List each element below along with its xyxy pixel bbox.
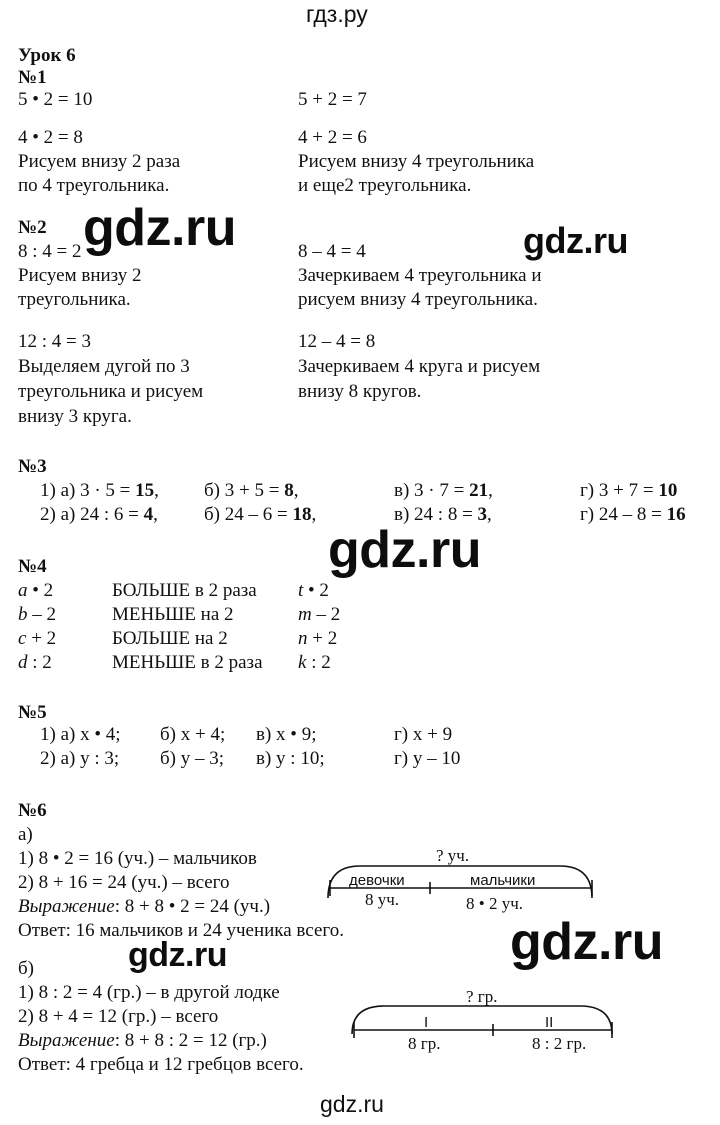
exercise-5-title: №5 — [18, 702, 47, 723]
ex5-item: г) х + 9 — [394, 724, 453, 745]
ex2-left-line: 8 : 4 = 2 — [18, 241, 82, 262]
ex3-row-2d: г) 24 – 8 = 16 — [580, 504, 686, 525]
ex4-desc: БОЛЬШЕ на 2 — [112, 628, 228, 649]
site-header: гдз.ру — [306, 1, 368, 27]
ex6-a-expression: Выражение: 8 + 8 • 2 = 24 (уч.) — [18, 896, 271, 917]
ex1-left-line: 4 • 2 = 8 — [18, 127, 83, 148]
ex6-a-answer: Ответ: 16 мальчиков и 24 ученика всего. — [18, 920, 344, 941]
diagram-a-seg1: девочки — [349, 872, 405, 889]
ex6-part-a-label: а) — [18, 824, 33, 845]
ex2-right-line: Зачеркиваем 4 круга и рисуем — [298, 356, 541, 377]
ex2-left-line: 12 : 4 = 3 — [18, 331, 91, 352]
lesson-title: Урок 6 — [18, 45, 76, 66]
ex6-b-line: 2) 8 + 4 = 12 (гр.) – всего — [18, 1006, 219, 1027]
ex2-left-line: треугольника. — [18, 289, 131, 310]
ex4-expr: d : 2 — [18, 652, 52, 673]
watermark: gdz.ru — [523, 220, 628, 261]
exercise-2-title: №2 — [18, 217, 47, 238]
ex4-expr: b – 2 — [18, 604, 56, 625]
ex2-right-line: Зачеркиваем 4 треугольника и — [298, 265, 542, 286]
ex3-row-2a: 2) а) 24 : 6 = 4, — [40, 504, 158, 525]
watermark: gdz.ru — [510, 913, 663, 971]
diagram-b-total: ? гр. — [466, 987, 498, 1006]
ex1-right-line: 4 + 2 = 6 — [298, 127, 367, 148]
ex3-row-2b: б) 24 – 6 = 18, — [204, 504, 317, 525]
diagram-b-bottom1: 8 гр. — [408, 1034, 441, 1053]
diagram-b-bottom2: 8 : 2 гр. — [532, 1034, 587, 1053]
diagram-b-seg1: I — [424, 1014, 429, 1031]
ex1-right-line: Рисуем внизу 4 треугольника — [298, 151, 535, 172]
watermark: gdz.ru — [83, 199, 236, 257]
diagram-b-seg2: II — [545, 1014, 554, 1031]
site-footer: gdz.ru — [320, 1091, 384, 1117]
ex4-desc: МЕНЬШЕ на 2 — [112, 604, 234, 625]
ex6-b-expression: Выражение: 8 + 8 : 2 = 12 (гр.) — [18, 1030, 267, 1051]
exercise-3-title: №3 — [18, 456, 47, 477]
ex1-right-line: 5 + 2 = 7 — [298, 89, 367, 110]
ex4-answer: n + 2 — [298, 628, 338, 649]
ex3-row-1a: 1) а) 3 · 5 = 15, — [40, 480, 159, 501]
ex5-item: 2) а) у : 3; — [40, 748, 120, 769]
ex4-answer: m – 2 — [298, 604, 341, 625]
ex4-desc: БОЛЬШЕ в 2 раза — [112, 580, 257, 601]
ex5-item: в) у : 10; — [256, 748, 325, 769]
ex1-left-line: Рисуем внизу 2 раза — [18, 151, 181, 172]
ex5-item: 1) а) х • 4; — [40, 724, 121, 745]
exercise-1-title: №1 — [18, 67, 47, 88]
ex3-row-1c: в) 3 · 7 = 21, — [394, 480, 493, 501]
ex2-right-line: внизу 8 кругов. — [298, 381, 422, 402]
ex4-expr: a • 2 — [18, 580, 54, 601]
ex3-row-1b: б) 3 + 5 = 8, — [204, 480, 299, 501]
ex5-item: в) х • 9; — [256, 724, 317, 745]
watermark: gdz.ru — [128, 936, 227, 974]
diagram-a-bottom2: 8 • 2 уч. — [466, 894, 524, 913]
ex6-b-answer: Ответ: 4 гребца и 12 гребцов всего. — [18, 1054, 304, 1075]
ex1-left-line: 5 • 2 = 10 — [18, 89, 93, 110]
ex6-b-line: 1) 8 : 2 = 4 (гр.) – в другой лодке — [18, 982, 280, 1003]
diagram-a-seg2: мальчики — [470, 872, 536, 889]
ex2-right-line: 12 – 4 = 8 — [298, 331, 376, 352]
ex1-right-line: и еще2 треугольника. — [298, 175, 472, 196]
diagram-a-total: ? уч. — [436, 846, 470, 865]
ex2-right-line: рисуем внизу 4 треугольника. — [298, 289, 538, 310]
ex2-left-line: внизу 3 круга. — [18, 406, 132, 427]
exercise-4-title: №4 — [18, 556, 47, 577]
ex4-answer: k : 2 — [298, 652, 331, 673]
ex6-a-line: 1) 8 • 2 = 16 (уч.) – мальчиков — [18, 848, 257, 869]
ex3-row-1d: г) 3 + 7 = 10 — [580, 480, 678, 501]
ex2-left-line: Рисуем внизу 2 — [18, 265, 142, 286]
ex6-part-b-label: б) — [18, 958, 34, 979]
ex4-answer: t • 2 — [298, 580, 329, 601]
ex5-item: г) у – 10 — [394, 748, 461, 769]
ex5-item: б) у – 3; — [160, 748, 225, 769]
ex5-item: б) х + 4; — [160, 724, 226, 745]
watermark: gdz.ru — [328, 521, 481, 579]
ex4-expr: c + 2 — [18, 628, 57, 649]
ex1-left-line: по 4 треугольника. — [18, 175, 170, 196]
ex2-right-line: 8 – 4 = 4 — [298, 241, 366, 262]
exercise-6-title: №6 — [18, 800, 47, 821]
ex2-left-line: треугольника и рисуем — [18, 381, 204, 402]
ex3-row-2c: в) 24 : 8 = 3, — [394, 504, 492, 525]
ex2-left-line: Выделяем дугой по 3 — [18, 356, 190, 377]
ex4-desc: МЕНЬШЕ в 2 раза — [112, 652, 263, 673]
diagram-a-bottom1: 8 уч. — [365, 890, 400, 909]
ex6-a-line: 2) 8 + 16 = 24 (уч.) – всего — [18, 872, 230, 893]
